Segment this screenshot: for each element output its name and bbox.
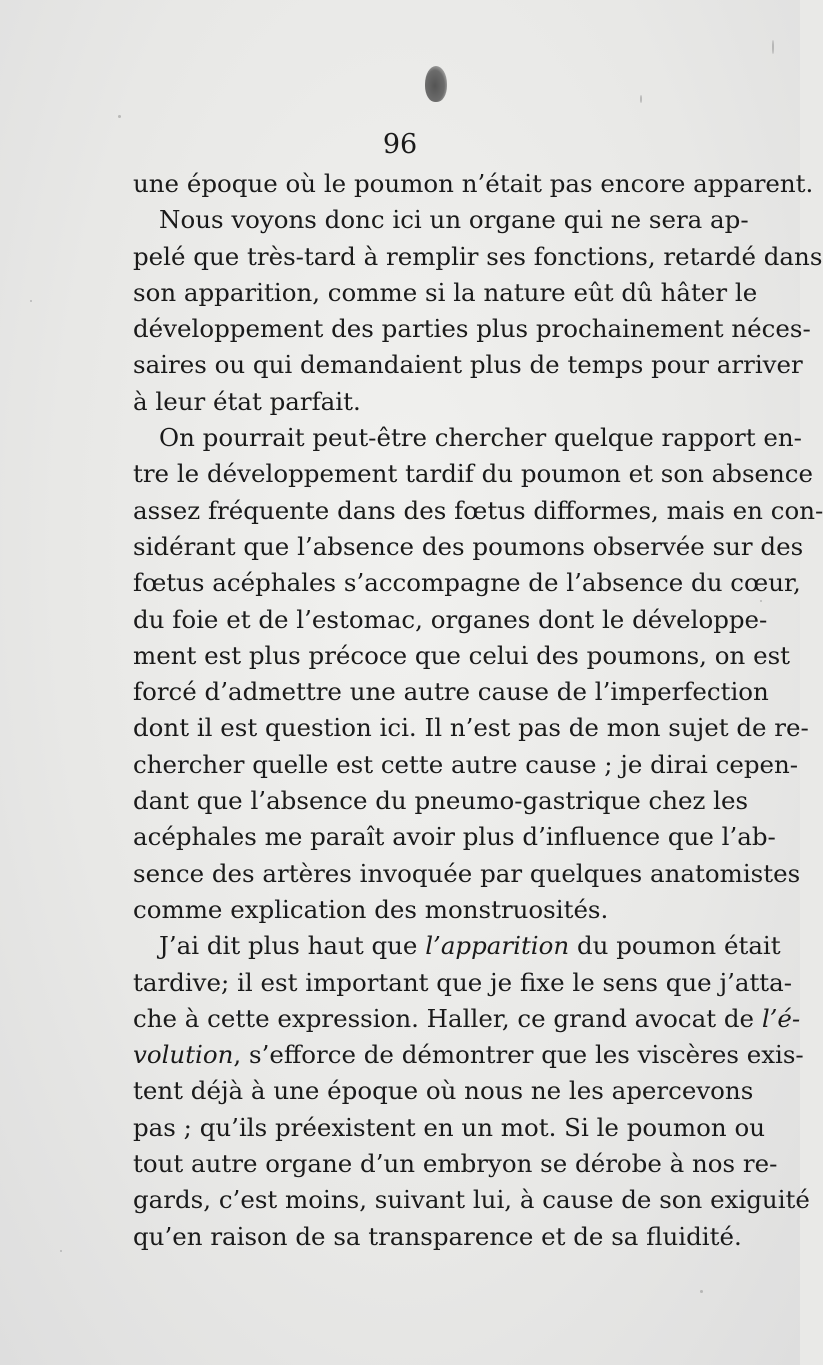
text-line: acéphales me paraît avoir plus d’influence que l’ab- bbox=[133, 822, 776, 852]
text-run: J’ai dit plus haut que bbox=[159, 931, 426, 961]
text-line: Nous voyons donc ici un organe qui ne sera ap- bbox=[159, 205, 749, 235]
text-line: forcé d’admettre une autre cause de l’imperfection bbox=[133, 677, 769, 707]
text-run: che à cette expression. Haller, ce grand avocat de bbox=[133, 1003, 762, 1033]
text-line: tardive; il est important que je fixe le sens que j’atta- bbox=[133, 967, 793, 997]
text-line: tout autre organe d’un embryon se dérobe à nos re- bbox=[133, 1149, 778, 1179]
text-run: , s’efforce de démontrer que les viscères exis- bbox=[233, 1040, 804, 1070]
text-line: qu’en raison de sa transparence et de sa fluidité. bbox=[133, 1221, 742, 1251]
text-line: pelé que très-tard à remplir ses fonctions, retardé dans bbox=[133, 241, 823, 271]
text-line: saires ou qui demandaient plus de temps pour arriver bbox=[133, 350, 803, 380]
text-line: fœtus acéphales s’accompagne de l’absence du cœur, bbox=[133, 568, 801, 598]
text-line: dant que l’absence du pneumo-gastrique chez les bbox=[133, 786, 749, 816]
text-line: assez fréquente dans des fœtus difformes, mais en con- bbox=[133, 495, 823, 525]
text-line: tent déjà à une époque où nous ne les apercevons bbox=[133, 1076, 754, 1106]
italic-run: l’apparition bbox=[425, 931, 570, 961]
text-line: gards, c’est moins, suivant lui, à cause de son exiguité bbox=[133, 1185, 810, 1215]
text-line: une époque où le poumon n’était pas encore apparent. bbox=[133, 169, 814, 198]
text-line: comme explication des monstruosités. bbox=[133, 894, 609, 924]
text-run: du poumon était bbox=[569, 931, 781, 961]
text-line: tre le développement tardif du poumon et son absence bbox=[133, 459, 814, 489]
text-line bbox=[133, 1001, 801, 1037]
text-line bbox=[133, 1037, 804, 1073]
text-line: dont il est question ici. Il n’est pas de mon sujet de re- bbox=[133, 713, 809, 743]
body-text bbox=[133, 166, 823, 1255]
text-line: sence des artères invoquée par quelques anatomistes bbox=[133, 858, 801, 888]
text-line: développement des parties plus prochainement néces- bbox=[133, 314, 811, 344]
text-line: sidérant que l’absence des poumons observée sur des bbox=[133, 531, 804, 561]
text-line: son apparition, comme si la nature eût dû hâter le bbox=[133, 277, 758, 307]
italic-run: l’é- bbox=[761, 1003, 801, 1033]
text-line bbox=[133, 928, 781, 964]
text-line: du foie et de l’estomac, organes dont le développe- bbox=[133, 604, 768, 634]
italic-run: volution bbox=[133, 1040, 234, 1070]
text-line: ment est plus précoce que celui des poumons, on est bbox=[133, 640, 790, 670]
text-line: chercher quelle est cette autre cause ; je dirai cepen- bbox=[133, 749, 799, 779]
page-number: 96 bbox=[382, 129, 418, 160]
text-line: pas ; qu’ils préexistent en un mot. Si le poumon ou bbox=[133, 1112, 765, 1142]
text-line: On pourrait peut-être chercher quelque rapport en- bbox=[159, 423, 802, 453]
text-line: à leur état parfait. bbox=[133, 386, 361, 416]
ink-blot bbox=[425, 66, 447, 102]
